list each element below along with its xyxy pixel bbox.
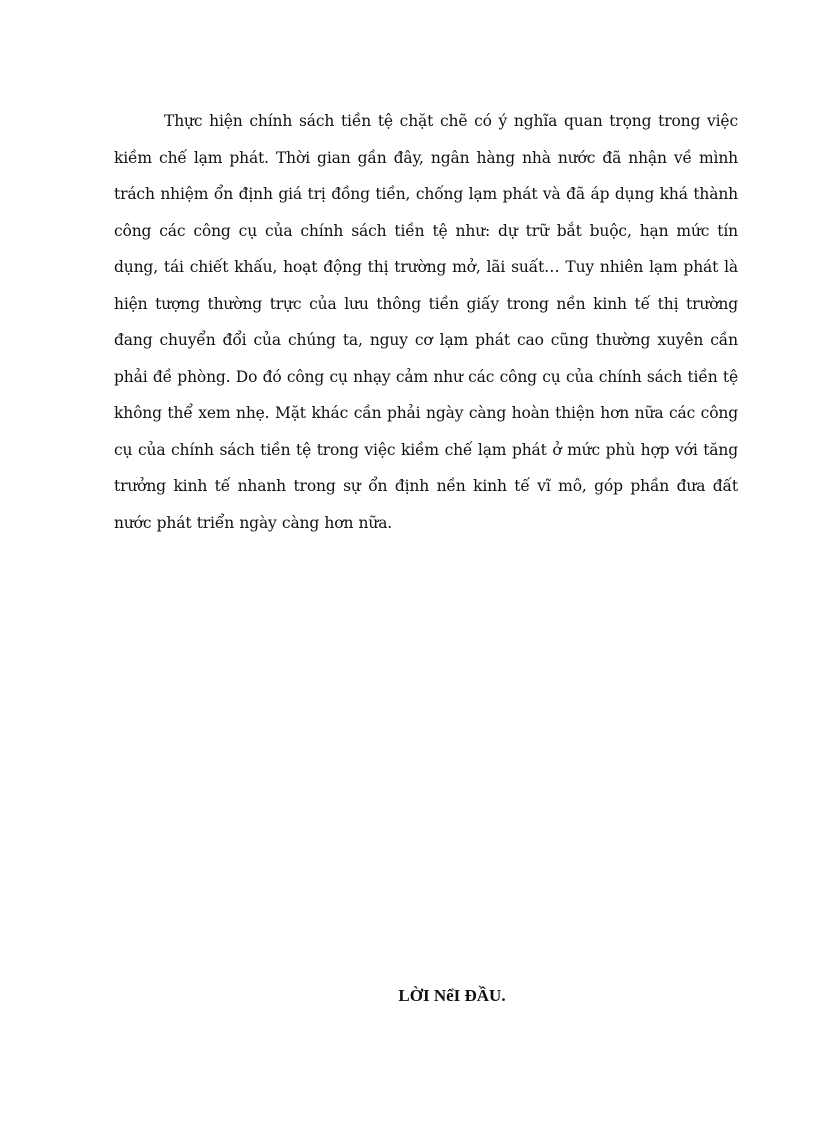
section-heading: LỜI NểI ĐẦU.: [398, 986, 506, 1005]
body-paragraph: Thực hiện chính sách tiền tệ chặt chẽ có ý nghĩa quan trọng trong việc kiềm chế lạm phát. Thời gian gần đây, ngân hàng nhà nước đã nhận về mình trách nhiệm ổn định giá trị đồng tiền, chống lạm phát và đã áp dụng khá thành công các công cụ của chính sách tiền tệ như: dự trữ bắt buộc, hạn mức tín dụng, tái chiết khấu, hoạt động thị trường mở, lãi suất… Tuy nhiên lạm phát là hiện tượng thường trực của lưu thông tiền giấy trong nền kinh tế thị trường đang chuyển đổi của chúng ta, nguy cơ lạm phát cao cũng thường xuyên cần phải đề phòng. Do đó công cụ nhạy cảm như các công cụ của chính sách tiền tệ không thể xem nhẹ. Mặt khác cần phải ngày càng hoàn thiện hơn nữa các công cụ của chính sách tiền tệ trong việc kiềm chế lạm phát ở mức phù hợp với tăng trưởng kinh tế nhanh trong sự ổn định nền kinh tế vĩ mô, góp phần đưa đất nước phát triển ngày càng hơn nữa.: [114, 112, 738, 532]
